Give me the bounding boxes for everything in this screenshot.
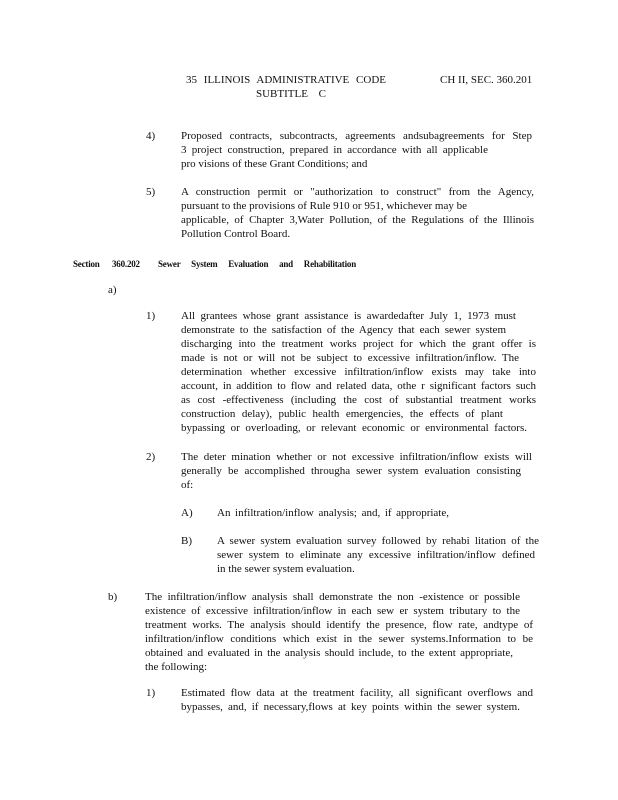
text-line: pro visions of these Grant Conditions; and — [181, 158, 368, 170]
text-line: account, in addition to flow and related data, othe r significant factors such — [181, 380, 536, 392]
text-line: as cost -effectiveness (including the cost of substantial treatment works — [181, 394, 536, 406]
item-letter: B) — [181, 535, 192, 547]
text-line: in the sewer system evaluation. — [217, 563, 355, 575]
text-line: determination whether excessive infiltration/inflow exists may take into — [181, 366, 536, 378]
text-line: of: — [181, 479, 194, 491]
text-line: existence of excessive infiltration/inflow in each sew er system tributary to the — [145, 605, 520, 617]
text-line: Pollution Control Board. — [181, 228, 291, 240]
item-number: 1) — [146, 687, 156, 699]
text-line: discharging into the treatment works project for which the grant offer is — [181, 338, 536, 350]
header-chapter: CH II, SEC. 360.201 — [440, 74, 533, 86]
text-line: 3 project construction, prepared in accordance with all applicable — [181, 144, 488, 156]
item-B-text — [217, 534, 539, 576]
item-letter: A) — [181, 507, 193, 519]
text-line: A construction permit or "authorization to construct" from the Agency, — [181, 186, 534, 198]
text-line: bypassing or overloading, or relevant economic or environmental factors. — [181, 422, 527, 434]
text-line: All grantees whose grant assistance is awardedafter July 1, 1973 must — [181, 310, 516, 322]
item-5-text — [181, 185, 534, 241]
header-title: 35 ILLINOIS ADMINISTRATIVE CODE — [186, 74, 386, 86]
text-line: demonstrate to the satisfaction of the Agency that each sewer system — [181, 324, 506, 336]
text-line: treatment works. The analysis should identify the presence, flow rate, andtype of — [145, 619, 533, 631]
item-4-text — [181, 129, 532, 171]
item-number: 5) — [146, 186, 156, 198]
item-b1-text — [181, 686, 533, 714]
text-line: generally be accomplished througha sewer system evaluation consisting — [181, 465, 521, 477]
text-line: The infiltration/inflow analysis shall demonstrate the non -existence or possible — [145, 591, 520, 603]
text-line: pursuant to the provisions of Rule 910 or 951, whichever may be — [181, 200, 467, 212]
text-line: A sewer system evaluation survey followed by rehabi litation of the — [217, 535, 539, 547]
text-line: sewer system to eliminate any excessive infiltration/inflow defined — [217, 549, 535, 561]
item-number: 4) — [146, 130, 156, 142]
text-line: Proposed contracts, subcontracts, agreements andsubagreements for Step — [181, 130, 532, 142]
text-line: Estimated flow data at the treatment facility, all significant overflows and — [181, 687, 533, 699]
text-line: bypasses, and, if necessary,flows at key points within the sewer system. — [181, 701, 520, 713]
subsection-b-text — [145, 590, 533, 674]
text-line: obtained and evaluated in the analysis should include, to the extent appropriate, — [145, 647, 513, 659]
text-line: infiltration/inflow conditions which exist in the sewer systems.Information to be — [145, 633, 533, 645]
text-line: The deter mination whether or not excessive infiltration/inflow exists will — [181, 451, 532, 463]
text-line: the following: — [145, 661, 208, 673]
item-a1-text — [181, 309, 536, 435]
header-subtitle: SUBTITLE C — [256, 88, 326, 100]
subsection-a-label: a) — [108, 284, 117, 296]
subsection-b-label: b) — [108, 591, 118, 603]
item-number: 2) — [146, 451, 156, 463]
section-title: Sewer System Evaluation and Rehabilitation — [158, 259, 356, 269]
text-line: applicable, of Chapter 3,Water Pollution, of the Regulations of the Illinois — [181, 214, 534, 226]
item-A-text — [217, 506, 449, 520]
item-a2-text — [181, 450, 532, 492]
text-line: construction delay), public health emergencies, the effects of plant — [181, 408, 503, 420]
item-number: 1) — [146, 310, 156, 322]
section-label: Section — [73, 259, 100, 269]
text-line: made is not or will not be subject to excessive infiltration/inflow. The — [181, 352, 519, 364]
section-number: 360.202 — [112, 259, 140, 269]
text-line: An infiltration/inflow analysis; and, if appropriate, — [217, 507, 449, 519]
